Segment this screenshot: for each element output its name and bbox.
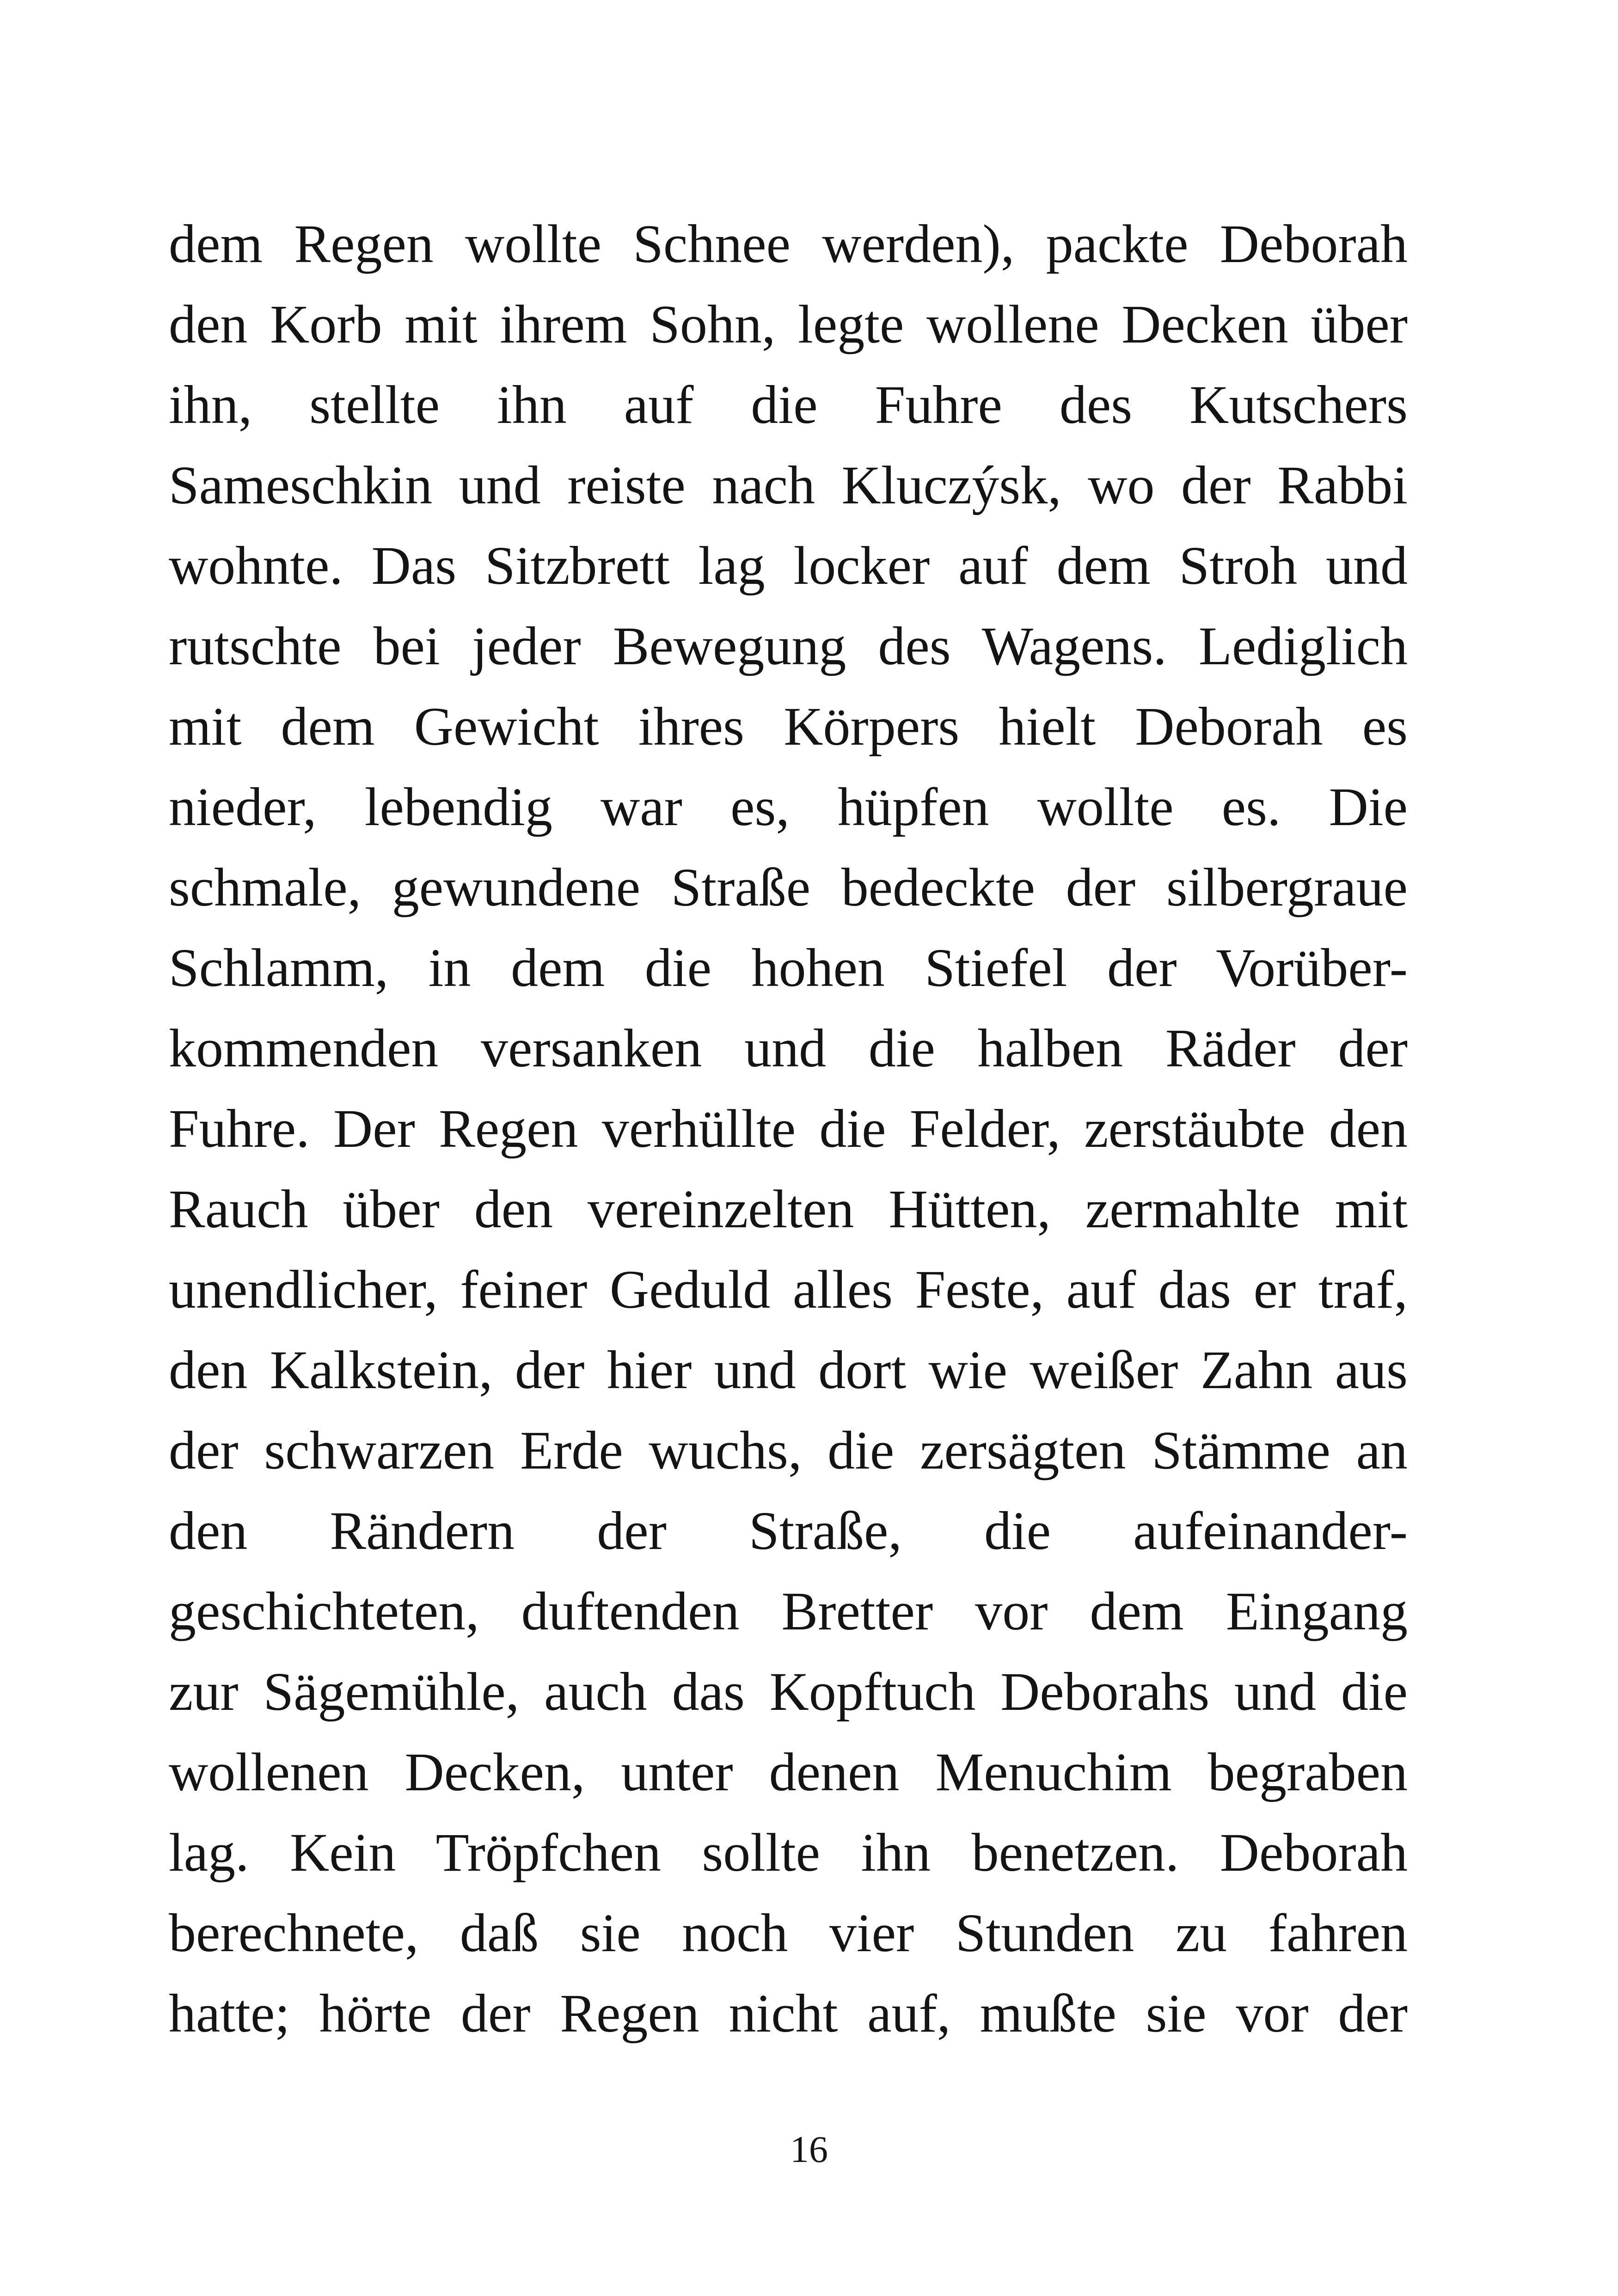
text-line: nieder, lebendig war es, hüpfen wollte es. Die [169,777,1408,837]
text-line: Sameschkin und reiste nach Kluczýsk, wo der Rabbi [169,455,1408,515]
text-line: lag. Kein Tröpfchen sollte ihn benetzen. Deborah [169,1822,1408,1883]
text-line: ihn, stellte ihn auf die Fuhre des Kutschers [169,374,1408,435]
text-line: der schwarzen Erde wuchs, die zersägten Stämme an [169,1420,1408,1481]
text-line: unendlicher, feiner Geduld alles Feste, auf das er traf, [169,1259,1408,1320]
text-line: dem Regen wollte Schnee werden), packte Deborah [169,214,1408,274]
text-line: kommenden versanken und die halben Räder der [169,1018,1408,1078]
text-line: geschichteten, duftenden Bretter vor dem Eingang [169,1581,1408,1641]
text-line: mit dem Gewicht ihres Körpers hielt Deborah es [169,696,1408,757]
text-line: hatte; hörte der Regen nicht auf, mußte sie vor der [169,1983,1408,2044]
text-line: zur Sägemühle, auch das Kopftuch Deborahs und die [169,1661,1408,1722]
text-line: wollenen Decken, unter denen Menuchim begraben [169,1742,1408,1802]
text-line: den Korb mit ihrem Sohn, legte wollene Decken über [169,294,1408,355]
text-line: schmale, gewundene Straße bedeckte der silbergraue [169,857,1408,918]
page-number: 16 [790,2128,828,2170]
text-line: berechnete, daß sie noch vier Stunden zu fahren [169,1903,1408,1963]
text-line: den Rändern der Straße, die aufeinander- [169,1500,1408,1561]
text-line: rutschte bei jeder Bewegung des Wagens. Lediglich [169,616,1408,676]
text-line: Schlamm, in dem die hohen Stiefel der Vorüber- [169,937,1408,998]
text-line: Fuhre. Der Regen verhüllte die Felder, zerstäubte den [169,1098,1408,1159]
text-line: Rauch über den vereinzelten Hütten, zermahlte mit [169,1179,1408,1239]
text-line: den Kalkstein, der hier und dort wie weißer Zahn aus [169,1340,1408,1400]
text-line: wohnte. Das Sitzbrett lag locker auf dem Stroh und [169,535,1408,596]
